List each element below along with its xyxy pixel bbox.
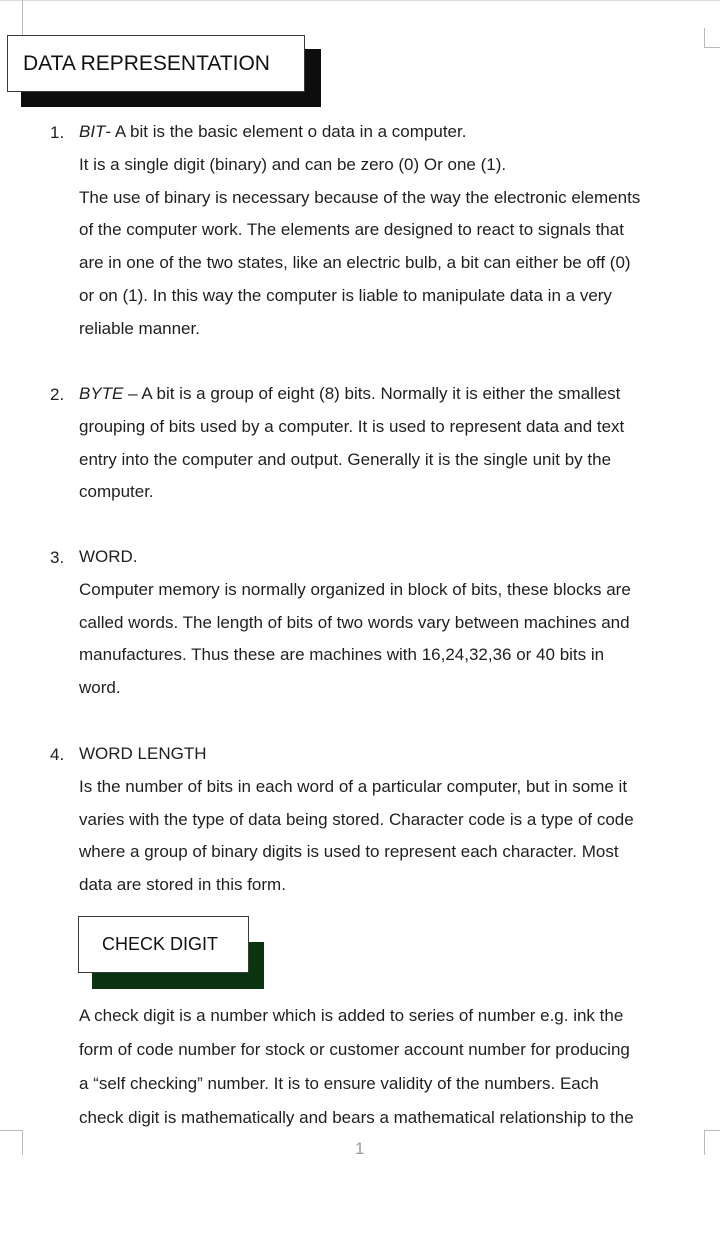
text-line: reliable manner. (79, 318, 200, 338)
page-top-edge (0, 0, 720, 1)
crop-mark-top-right (704, 28, 720, 48)
text-line: where a group of binary digits is used to represent each character. Most (79, 842, 619, 862)
text-line: varies with the type of data being stored. Character code is a type of code (79, 809, 634, 829)
text-line: called words. The length of bits of two words vary between machines and (79, 612, 630, 632)
item-body (79, 116, 715, 346)
text-line: Computer memory is normally organized in block of bits, these blocks are (79, 579, 631, 599)
page-number: 1 (355, 1139, 365, 1158)
text-line: data are stored in this form. (79, 875, 286, 895)
item-body (79, 541, 715, 705)
text-line: A bit is the basic element o data in a computer. (114, 122, 467, 141)
text-line: manufactures. Thus these are machines with 16,24,32,36 or 40 bits in (79, 645, 605, 665)
list-number: 1. (50, 123, 65, 142)
page-title: DATA REPRESENTATION (7, 35, 305, 92)
list-number: 2. (50, 385, 65, 404)
text-line: form of code number for stock or customer account number for producing (79, 1040, 630, 1059)
crop-mark-top-left (22, 0, 23, 36)
text-line: are in one of the two states, like an electric bulb, a bit can either be off (0) (79, 253, 631, 273)
text-line: of the computer work. The elements are designed to react to signals that (79, 220, 624, 240)
check-digit-heading: CHECK DIGIT (78, 916, 249, 973)
term-byte: BYTE (79, 384, 124, 403)
item-body (79, 738, 715, 902)
text-line: grouping of bits used by a computer. It is used to represent data and text (79, 416, 625, 436)
crop-mark-bottom-left (0, 1130, 23, 1155)
list-number: 4. (50, 745, 65, 764)
text-line: The use of binary is necessary because of the way the electronic elements (79, 187, 641, 207)
text-line: A check digit is a number which is added to series of number e.g. ink the (79, 1006, 624, 1025)
term-separator: – (123, 384, 142, 403)
item-heading: WORD LENGTH (79, 744, 207, 763)
text-line: entry into the computer and output. Generally it is the single unit by the (79, 449, 612, 469)
item-heading: WORD. (79, 547, 138, 566)
item-body (79, 378, 715, 509)
check-digit-body (79, 999, 715, 1135)
text-line: computer. (79, 482, 154, 502)
term-separator: - (105, 122, 115, 141)
text-line: a “self checking” number. It is to ensure validity of the numbers. Each (79, 1074, 599, 1093)
term-bit: BIT (79, 122, 106, 141)
text-line: It is a single digit (binary) and can be zero (0) Or one (1). (79, 154, 507, 174)
text-line: Is the number of bits in each word of a particular computer, but in some it (79, 776, 628, 796)
text-line: check digit is mathematically and bears a mathematical relationship to the (79, 1108, 634, 1127)
text-line: A bit is a group of eight (8) bits. Normally it is either the smallest (141, 384, 621, 403)
text-line: or on (1). In this way the computer is liable to manipulate data in a very (79, 285, 612, 305)
list-number: 3. (50, 548, 65, 567)
text-line: word. (79, 678, 121, 698)
